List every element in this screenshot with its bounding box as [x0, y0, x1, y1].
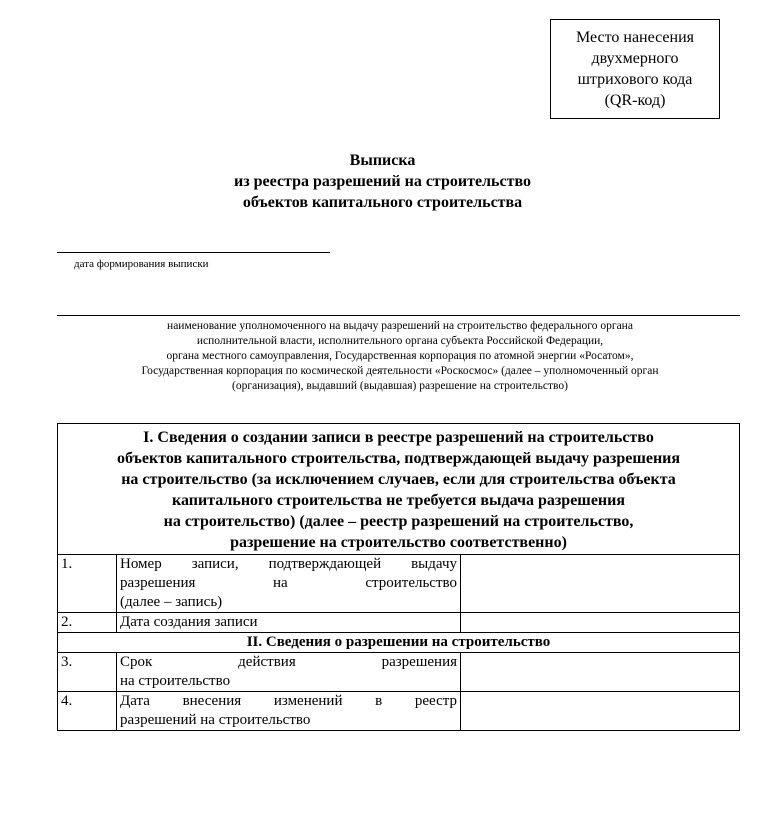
row-label	[117, 555, 461, 613]
caption-line: исполнительной власти, исполнительного органа субъекта Российской Федерации,	[196, 335, 604, 347]
caption-line: наименование уполномоченного на выдачу разрешений на строительство федерального органа	[167, 320, 633, 332]
qr-placeholder-line: (QR-код)	[604, 92, 666, 109]
table-row	[58, 653, 740, 692]
row-number: 4.	[58, 692, 117, 731]
heading-line: I. Сведения о создании записи в реестре разрешений на строительство	[143, 429, 654, 446]
row-value-cell[interactable]	[461, 692, 740, 731]
date-field-line[interactable]	[57, 252, 330, 253]
caption-line: (организация), выдавший (выдавшая) разрешение на строительство)	[232, 380, 568, 392]
row-number: 2.	[58, 613, 117, 633]
heading-line: разрешение на строительство соответственно)	[230, 534, 567, 551]
caption-line: Государственная корпорация по космической деятельности «Роскосмос» (далее – уполномоченный орган	[141, 365, 659, 377]
row-label: Дата создания записи	[117, 613, 461, 633]
row-label-line: Номер записи, подтверждающей выдачу	[120, 556, 457, 572]
heading-line: капитального строительства не требуется выдача разрешения	[171, 492, 626, 509]
row-label-line: на строительство	[120, 673, 231, 689]
row-label-line: (далее – запись)	[120, 594, 223, 610]
row-label-line: разрешений на строительство	[120, 712, 311, 728]
row-number: 3.	[58, 653, 117, 692]
heading-line: на строительство) (далее – реестр разрешений на строительство,	[163, 513, 634, 530]
qr-placeholder-line: штрихового кода	[577, 71, 693, 88]
table-row	[58, 613, 740, 633]
organization-field-line[interactable]	[57, 315, 740, 316]
table-row	[58, 555, 740, 613]
title-line: из реестра разрешений на строительство	[234, 173, 531, 190]
title-line: Выписка	[349, 152, 416, 169]
registry-table	[57, 423, 740, 731]
organization-field-caption	[55, 319, 745, 394]
row-label-line: Дата внесения изменений в реестр	[120, 693, 457, 709]
section-heading-row	[58, 424, 740, 555]
heading-line: объектов капитального строительства, подтверждающей выдачу разрешения	[116, 450, 681, 467]
row-value-cell[interactable]	[461, 653, 740, 692]
section-2-heading: II. Сведения о разрешении на строительство	[58, 633, 740, 653]
heading-line: на строительство (за исключением случаев, если для строительства объекта	[121, 471, 676, 488]
table-row	[58, 692, 740, 731]
row-number: 1.	[58, 555, 117, 613]
row-label	[117, 653, 461, 692]
row-value-cell[interactable]	[461, 555, 740, 613]
row-label	[117, 692, 461, 731]
qr-code-placeholder	[550, 19, 720, 119]
caption-line: органа местного самоуправления, Государственная корпорация по атомной энергии «Росатом»,	[166, 350, 634, 362]
section-1-heading	[58, 424, 740, 555]
qr-placeholder-line: Место нанесения	[575, 29, 694, 46]
document-title	[0, 150, 765, 213]
row-label-line: Срок действия разрешения	[120, 654, 457, 670]
title-line: объектов капитального строительства	[242, 194, 523, 211]
section-heading-row	[58, 633, 740, 653]
qr-placeholder-line: двухмерного	[591, 50, 679, 67]
row-value-cell[interactable]	[461, 613, 740, 633]
row-label-line: разрешения на строительство	[120, 575, 457, 591]
date-field-caption: дата формирования выписки	[74, 258, 209, 270]
